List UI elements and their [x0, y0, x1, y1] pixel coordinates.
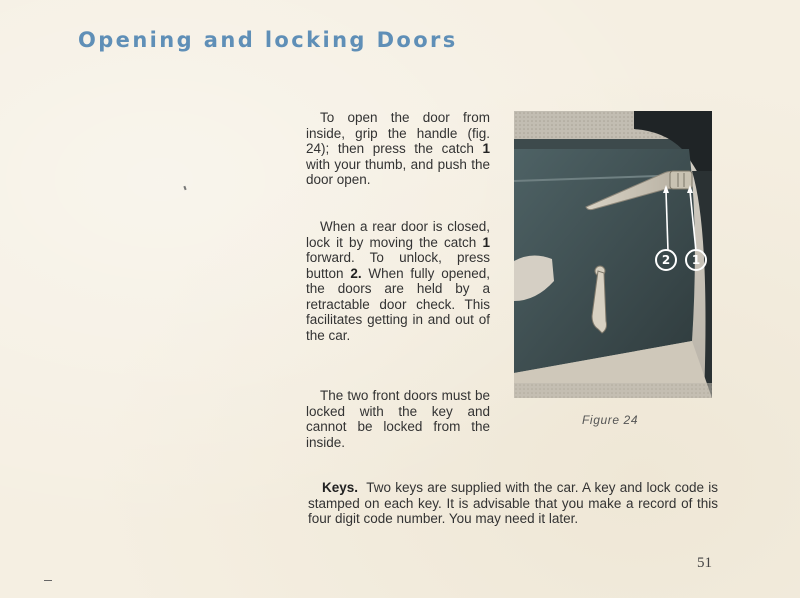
p2-bold-catch: 1	[482, 234, 490, 250]
p2-text-b: forward. To unlock, press button	[306, 250, 490, 281]
p1-text-a: To open the door from inside, grip the handle (fig. 24); then press the catch	[306, 110, 490, 156]
page-number: 51	[697, 555, 712, 571]
callout-1	[685, 249, 707, 271]
margin-mark	[44, 580, 52, 581]
figure-24-photo	[514, 111, 712, 398]
p2-text-c: When fully opened, the doors are held by a retractable door check. This facilitates getting in and out of the car.	[306, 265, 490, 343]
p1-text-b: with your thumb, and push the door open.	[306, 156, 490, 187]
callout-2-label: 2	[661, 253, 671, 267]
page-title: Opening and locking Doors	[78, 28, 458, 52]
keys-heading: Keys.	[322, 480, 359, 495]
door-handle-illustration	[514, 111, 712, 398]
p3-text: The two front doors must be locked with the key and cannot be locked from the inside.	[306, 388, 490, 450]
p1-bold-catch: 1	[482, 141, 490, 156]
callout-1-label: 1	[691, 253, 701, 267]
figure-caption: Figure 24	[582, 413, 639, 427]
p2-text-a: When a rear door is closed, lock it by moving the catch	[306, 219, 490, 250]
callout-2	[655, 249, 677, 271]
paragraph-rear-door	[306, 219, 490, 343]
p2-bold-button: 2.	[350, 265, 362, 281]
paragraph-open-door	[306, 110, 490, 188]
paragraph-keys	[308, 480, 718, 527]
handle-catch	[670, 171, 692, 189]
lower-padding	[514, 383, 712, 398]
keys-text: Two keys are supplied with the car. A key and lock code is stamped on each key. It is advisable that you make a record of this four digit code number. You may need it later.	[308, 480, 719, 526]
paragraph-front-doors	[306, 388, 490, 450]
paper-speck	[183, 186, 186, 190]
